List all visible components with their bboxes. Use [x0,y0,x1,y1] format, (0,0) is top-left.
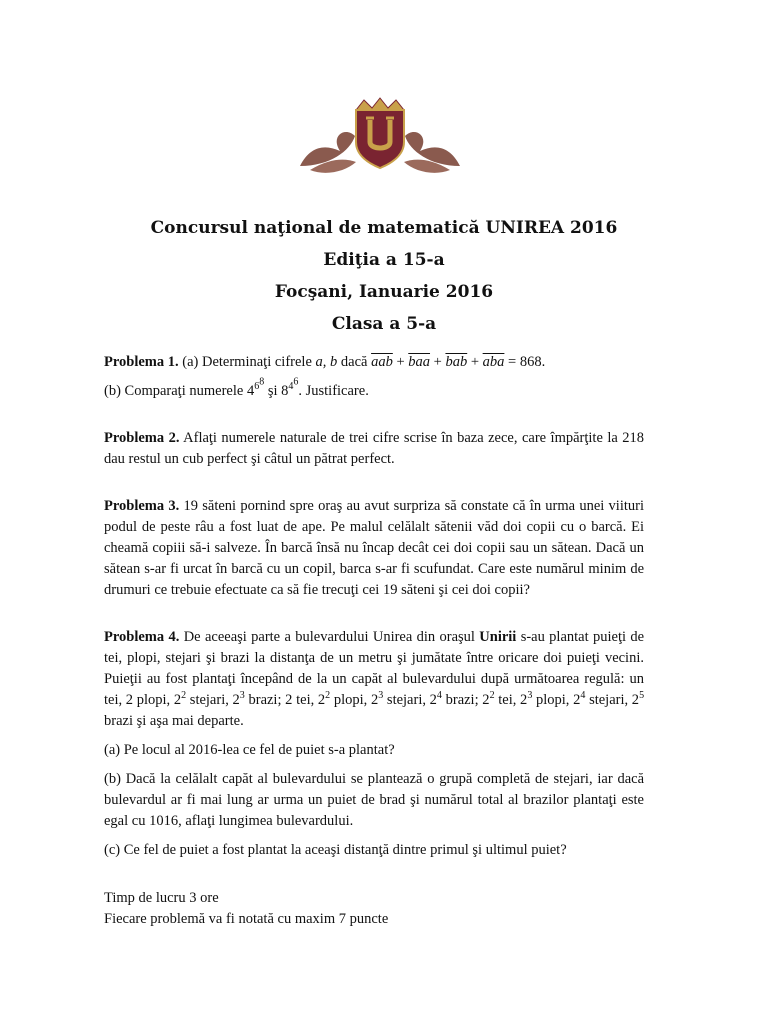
text-9: brazi şi aşa mai departe. [104,713,244,729]
term-bab: $\overline{bab}$ [445,354,468,370]
problem-1-b-text: (b) Comparaţi numerele [104,383,244,399]
problem-4-part-b: (b) Dacă la celălalt capăt al bulevardului se plantează o grupă completă de stejari, iar dacă bulevardul ar fi mai lung ar urma un puiet de brad şi numărul total al brazilor plantaţi este egal cu 1016, aflaţi lungimea bulevardului. [104,771,644,829]
sup-4: 3 [378,690,384,702]
problem-4-intro [104,627,644,732]
si-word: şi [267,383,278,399]
problem-2-text: Aflaţi numerele naturale de trei cifre scrise în baza zece, care împărţite la 218 dau restul un cub perfect şi câtul un pătrat perfect. [104,430,645,467]
exp-8: 8 [259,376,265,388]
problem-2 [104,428,644,470]
text-3: plopi, 2 [333,692,379,708]
term-baa: $\overline{baa}$ [408,354,431,370]
problem-1-vars: a, b [315,354,338,370]
sup-2: 3 [239,690,245,702]
text-8: stejari, 2 [589,692,640,708]
term-aab: $\overline{aab}$ [371,354,393,370]
sup-5: 4 [436,690,442,702]
coat-of-arms-crest-icon [290,96,470,176]
term-aba: $\overline{aba}$ [482,354,505,370]
exp-6: 6 [254,381,260,393]
exp-4: 4 [288,381,294,393]
problem-1-part-a [104,352,644,373]
footer-notes [104,888,388,930]
plus-sign: + [396,354,405,370]
text-2: brazi; 2 tei, 2 [248,692,326,708]
text-4: stejari, 2 [386,692,437,708]
problem-4-intro-1: De aceeaşi parte a bulevardului Unirea din oraşul [183,629,475,645]
contest-title: Concursul naţional de matematică UNIREA 2016 [150,218,618,238]
exp-6b: 6 [293,376,299,388]
problem-1-b-end: . Justificare. [298,383,369,399]
problem-4-intro-2: s-au plantat puieţi de tei, plopi, stejari şi brazi la distanţa de un metru şi jumătate între oricare doi puieţi vecini. Puieţii au fost plantaţi începând de la un capăt al bulevardului după următoarea regulă: un tei, 2 plopi, 2 [104,629,645,708]
sup-7: 3 [527,690,533,702]
sup-3: 2 [325,690,331,702]
edition-title: Ediţia a 15-a [323,250,445,270]
problem-4-part-a: (a) Pe locul al 2016-lea ce fel de puiet s-a plantat? [104,742,395,758]
problem-3-label: Problema 3. [104,498,180,514]
exp-4-6 [288,376,299,393]
base-4: 4 [246,383,255,399]
problem-1-daca: dacă [340,354,368,370]
problem-3 [104,496,644,601]
problem-2-label: Problema 2. [104,430,180,446]
problem-4 [104,627,644,861]
scoring-note: Fiecare problemă va fi notată cu maxim 7 puncte [104,911,389,927]
problem-4-unirii: Unirii [479,629,517,645]
problem-1 [104,352,644,402]
sup-9: 5 [639,690,645,702]
problems-section [104,352,644,869]
problem-1-label: Problema 1. [104,354,179,370]
base-8: 8 [281,383,289,399]
coat-of-arms-logo [290,96,470,176]
time-limit: Timp de lucru 3 ore [104,890,219,906]
exp-6-8 [254,376,265,393]
class-title: Clasa a 5-a [331,314,437,334]
equation-result: = 868. [508,354,546,370]
number-4-pow [246,376,265,399]
problem-1-part-b [104,376,644,402]
contest-header [0,212,768,340]
plus-sign: + [470,354,480,370]
problem-3-text: 19 săteni pornind spre oraş au avut surpriza să constate că în urma unei viituri podul de peste râu a fost luat de ape. Pe malul celălalt sătenii văd doi copii cu o barcă. Ei cheamă copiii să-i salveze. În barcă însă nu încap decât cei doi copii sau un sătean. Dacă un sătean s-ar fi urcat în barcă cu un copil, barca s-ar fi scufundat. Care este numărul minim de drumuri ce trebuie efectuate ca să fie trecuţi cei 19 săteni şi cei doi copii? [104,498,645,598]
plus-sign: + [433,354,442,370]
problem-1-a-text: (a) Determinaţi cifrele [182,354,312,370]
location-date: Focşani, Ianuarie 2016 [274,282,494,302]
text-6: tei, 2 [498,692,528,708]
text-7: plopi, 2 [536,692,581,708]
sup-6: 2 [489,690,495,702]
text-1: stejari, 2 [189,692,240,708]
problem-4-label: Problema 4. [104,629,180,645]
sup-8: 4 [580,690,586,702]
problem-4-part-c: (c) Ce fel de puiet a fost plantat la aceaşi distanţă dintre primul şi ultimul puiet? [104,842,567,858]
sup-1: 2 [181,690,187,702]
number-8-pow [281,376,299,399]
text-5: brazi; 2 [445,692,490,708]
